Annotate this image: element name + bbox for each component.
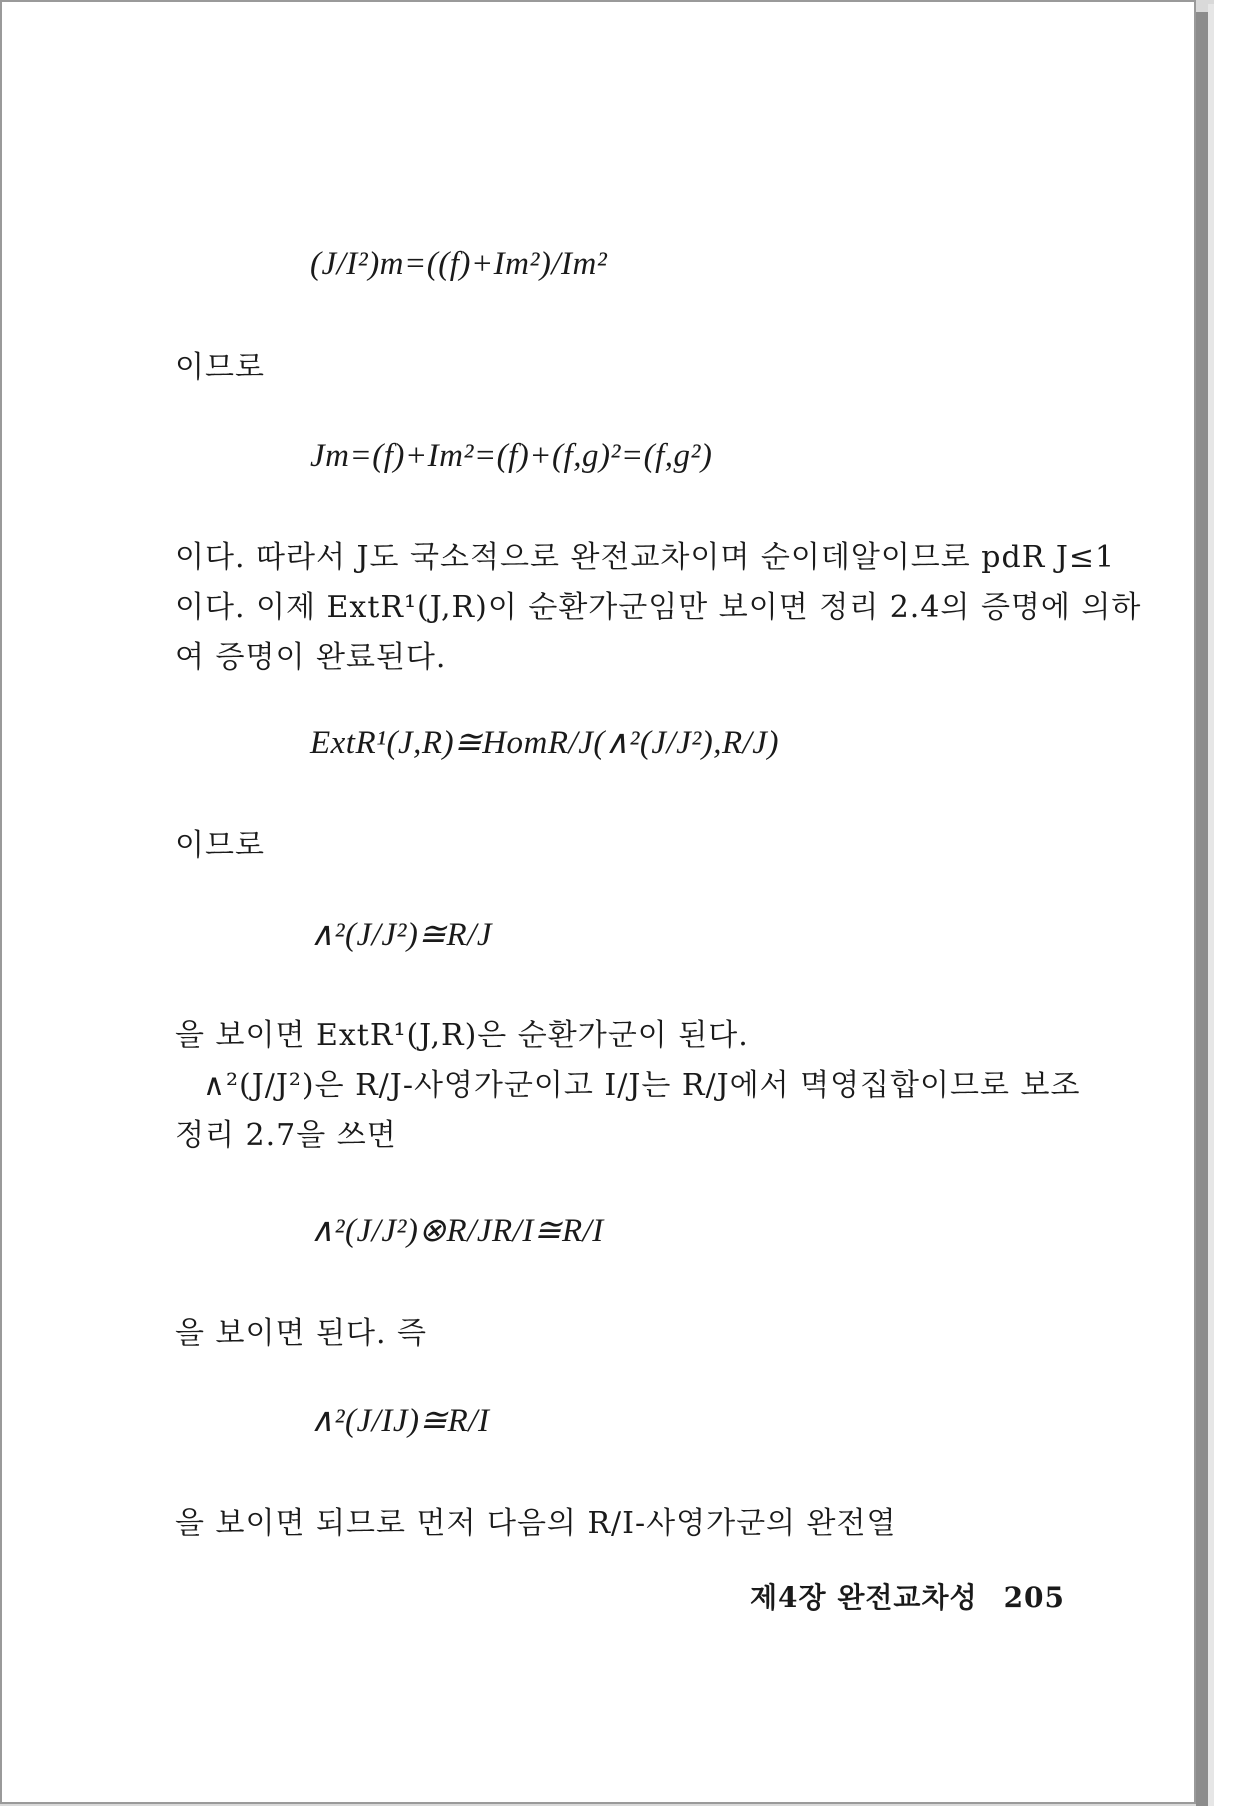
paragraph-6: 을 보이면 된다. 즉 <box>175 1316 428 1351</box>
equation-6: ∧²(J/IJ)≅R/I <box>310 1403 490 1439</box>
running-footer <box>750 1576 1065 1616</box>
equation-5: ∧²(J/J²)⊗R/JR/I≅R/I <box>310 1213 604 1249</box>
paragraph-7: 을 보이면 되므로 먼저 다음의 R/I-사영가군의 완전열 <box>175 1506 897 1541</box>
equation-3: ExtR¹(J,R)≅HomR/J(∧²(J/J²),R/J) <box>310 725 779 761</box>
paragraph-4: 을 보이면 ExtR¹(J,R)은 순환가군이 된다. <box>175 1018 749 1053</box>
equation-1: (J/I²)m=((f)+Im²)/Im² <box>310 246 608 282</box>
paragraph-5-line-2: 정리 2.7을 쓰면 <box>175 1118 397 1153</box>
chapter-title: 제4장 완전교차성 <box>750 1581 978 1614</box>
equation-4: ∧²(J/J²)≅R/J <box>310 917 493 953</box>
paragraph-2-line-2: 이다. 이제 ExtR¹(J,R)이 순환가군임만 보이면 정리 2.4의 증명에 의하 <box>175 590 1142 625</box>
page-margin <box>1214 0 1258 1806</box>
page-number: 205 <box>1003 1581 1066 1614</box>
paragraph-1: 이므로 <box>175 350 265 385</box>
paragraph-2-line-1: 이다. 따라서 J도 국소적으로 완전교차이며 순이데알이므로 pdR J≤1 <box>175 540 1116 575</box>
paragraph-3: 이므로 <box>175 828 265 863</box>
page-edge-shadow <box>1196 12 1208 1806</box>
paragraph-2-line-3: 여 증명이 완료된다. <box>175 640 447 675</box>
equation-2: Jm=(f)+Im²=(f)+(f,g)²=(f,g²) <box>310 438 713 474</box>
paragraph-5-line-1: ∧²(J/J²)은 R/J-사영가군이고 I/J는 R/J에서 멱영집합이므로 보조 <box>203 1068 1081 1103</box>
